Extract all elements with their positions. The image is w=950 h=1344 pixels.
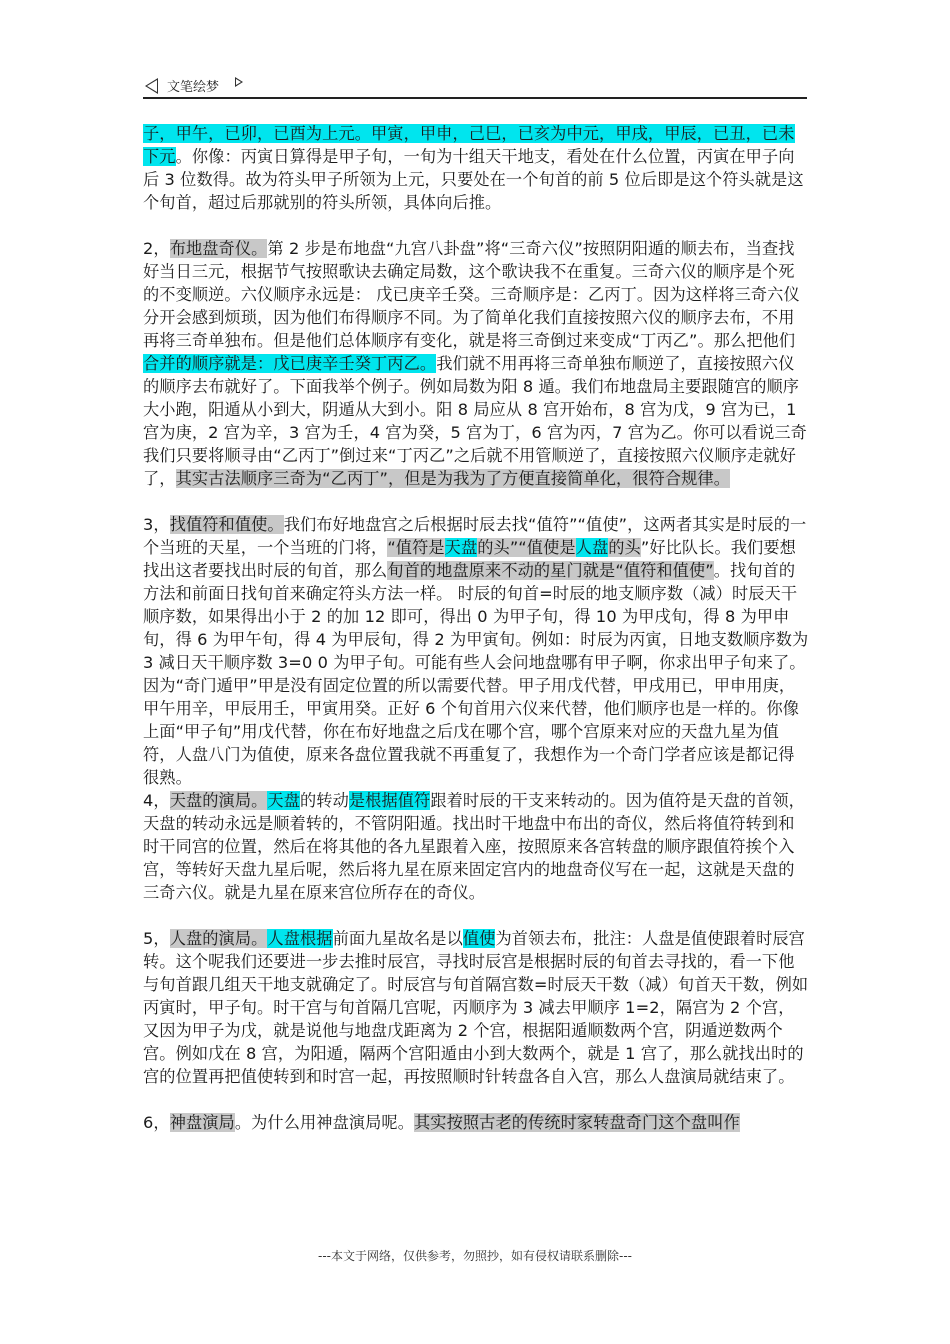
paragraph-intro (143, 122, 809, 214)
text-run: 第 2 步是布地盘“九宫八卦盘”将“三奇六仪”按照阴阳遁的顺去布，当查找好当日三元，根据节气按照歌诀去确定局数，这个歌诀我不在重复。三奇六仪的顺序是个死的不变顺逆。六仪顺序永远是： 戊已庚辛壬癸。三奇顺序是：乙丙丁。因为这样将三奇六仪分开会感到烦琐，因为他们布得顺序不同。为了简单化我们直接按照六仪的顺序去布，不用再将三奇单独布。但是他们总体顺序有变化，就是将三奇倒过来变成“丁丙乙”。那么把他们 (143, 239, 800, 350)
highlight-cyan: 子，甲午，已卯，已酉为上元。甲寅，甲申，己巳，已亥为中元，甲戌，甲辰，已丑，已未下元 (143, 124, 795, 166)
step-heading: 人盘的演局。 (169, 929, 268, 948)
paragraph-step-3 (143, 513, 809, 789)
page-footer: ---本文于网络，仅供参考，勿照抄，如有侵权请联系删除--- (318, 1249, 632, 1263)
highlight-cyan: 天盘 (267, 791, 300, 810)
highlight-cyan: 值使 (462, 929, 496, 948)
text-run: 前面九星故名是以 (332, 929, 463, 948)
paragraph-step-5 (143, 927, 809, 1088)
document-body (143, 122, 809, 1134)
step-number: 2， (143, 239, 170, 258)
header-title: 文笔绘梦 (167, 80, 220, 95)
highlight-cyan: 合并的顺序就是：戊已庚辛壬癸丁丙乙。 (143, 354, 437, 373)
text-run: 我们布好地盘宫之后根据时辰去找“值符”“值使”，这两者其实是时辰的一个当班的天星，一个当班的门将， (143, 515, 807, 557)
highlight-gray: 的头”“值使是 (477, 538, 576, 557)
text-run: 我们就不用再将三奇单独布顺逆了，直接按照六仪的顺序去布就好了。下面我举个例子。例如局数为阳 8 遁。我们布地盘局主要跟随宫的顺序大小跑，阳遁从小到大，阴遁从大到小。阳 8 局应从 8 宫开始布，8 宫为戊，9 宫为已，1 宫为庚，2 宫为辛，3 宫为壬，4 宫为癸，5 宫为丁，6 宫为丙，7 宫为乙。你可以看说三奇我们只要将顺寻由“乙丙丁”倒过来“丁丙乙”之后就不用管顺逆了，直接按照六仪顺序走就好了， (143, 354, 807, 488)
highlight-cyan: 人盘 (575, 538, 609, 557)
step-number: 3， (143, 515, 170, 534)
highlight-gray: “值符是 (387, 538, 445, 557)
paragraph-step-4 (143, 789, 809, 904)
text-run: 跟着时辰的干支来转动的。因为值符是天盘的首领，天盘的转动永远是顺着转的，不管阴阳遁。找出时干地盘中布出的奇仪，然后将值符转到和时干同宫的位置，然后在将其他的各九星跟着入座，按照原来各宫转盘的顺序跟值符挨个入宫，等转好天盘九星后呢，然后将九星在原来固定宫内的地盘奇仪写在一起，这就是天盘的三奇六仪。就是九星在原来宫位所存在的奇仪。 (143, 791, 805, 902)
highlight-gray: 其实按照古老的传统时家转盘奇门这个盘叫作 (414, 1113, 740, 1132)
highlight-cyan: 是根据值符 (348, 791, 431, 810)
header-divider (143, 97, 807, 99)
highlight-gray: 其实古法顺序三奇为“乙丙丁”，但是为我为了方便直接简单化，很符合规律。 (175, 469, 731, 488)
step-heading: 天盘的演局。 (169, 791, 268, 810)
paragraph-step-2 (143, 237, 809, 490)
triangle-left-icon (145, 78, 158, 94)
step-heading: 找值符和值使。 (169, 515, 284, 534)
highlight-gray: 的头 (608, 538, 641, 557)
step-heading: 神盘演局 (169, 1113, 235, 1132)
text-run: 。为什么用神盘演局呢。 (234, 1113, 415, 1132)
text-run: 的转动 (300, 791, 349, 810)
highlight-cyan: 天盘 (444, 538, 478, 557)
text-run: 。找旬首的方法和前面日找旬首来确定符头方法一样。 时辰的旬首=时辰的地支顺序数（减）时辰天干顺序数，如果得出小于 2 的加 12 即可，得出 0 为甲子旬，得 10 为甲戌旬，得 8 为甲申旬，得 6 为甲午旬，得 4 为甲辰旬，得 2 为甲寅旬。例如：时辰为丙寅，日地支数顺序数为 3 减日天干顺序数 3=0 0 为甲子旬。可能有些人会问地盘哪有甲子啊，你求出甲子旬来了。因为“奇门遁甲”甲是没有固定位置的所以需要代替。甲子用戊代替，甲戌用已，甲申用庚，甲午用辛，甲辰用壬，甲寅用癸。正好 6 个旬首用六仪来代替，他们顺序也是一样的。你像上面“甲子旬”用戊代替，你在布好地盘之后戊在哪个宫，哪个宫原来对应的天盘九星为值符，人盘八门为值使，原来各盘位置我就不再重复了，我想作为一个奇门学者应该是都记得很熟。 (143, 561, 809, 787)
page-header (143, 74, 807, 98)
text-run: ”好比队长。我们要想找出这者要找出时辰的旬首，那么 (143, 538, 796, 580)
triangle-right-icon (235, 77, 243, 87)
step-heading: 布地盘奇仪。 (169, 239, 268, 258)
highlight-gray: 旬首的地盘原来不动的星门就是“值符和值使” (387, 561, 714, 580)
step-number: 6， (143, 1113, 170, 1132)
text-run: 为首领去布，批注：人盘是值使跟着时辰宫转。这个呢我们还要进一步去推时辰宫，寻找时辰宫是根据时辰的旬首去寻找的，看一下他与旬首跟几组天干地支就确定了。时辰宫与旬首隔宫数=时辰天干数（减）旬首天干数，例如丙寅时，甲子旬。时干宫与旬首隔几宫呢，丙顺序为 3 减去甲顺序 1=2，隔宫为 2 个宫，又因为甲子为戊，就是说他与地盘戊距离为 2 个宫，根据阳遁顺数两个宫，阴遁逆数两个宫。例如戊在 8 宫，为阳遁，隔两个宫阳遁由小到大数两个，就是 1 宫了，那么就找出时的宫的位置再把值使转到和时宫一起，再按照顺时针转盘各自入宫，那么人盘演局就结束了。 (143, 929, 809, 1086)
paragraph-step-6 (143, 1111, 809, 1134)
text-run: 。你像：丙寅日算得是甲子旬，一旬为十组天干地支，看处在什么位置，丙寅在甲子向后 3 位数得。故为符头甲子所领为上元，只要处在一个旬首的前 5 位后即是这个符头就是这个旬首，超过后那就别的符头所领，具体向后推。 (143, 147, 804, 212)
highlight-cyan: 人盘根据 (267, 929, 333, 948)
step-number: 4， (143, 791, 170, 810)
step-number: 5， (143, 929, 170, 948)
